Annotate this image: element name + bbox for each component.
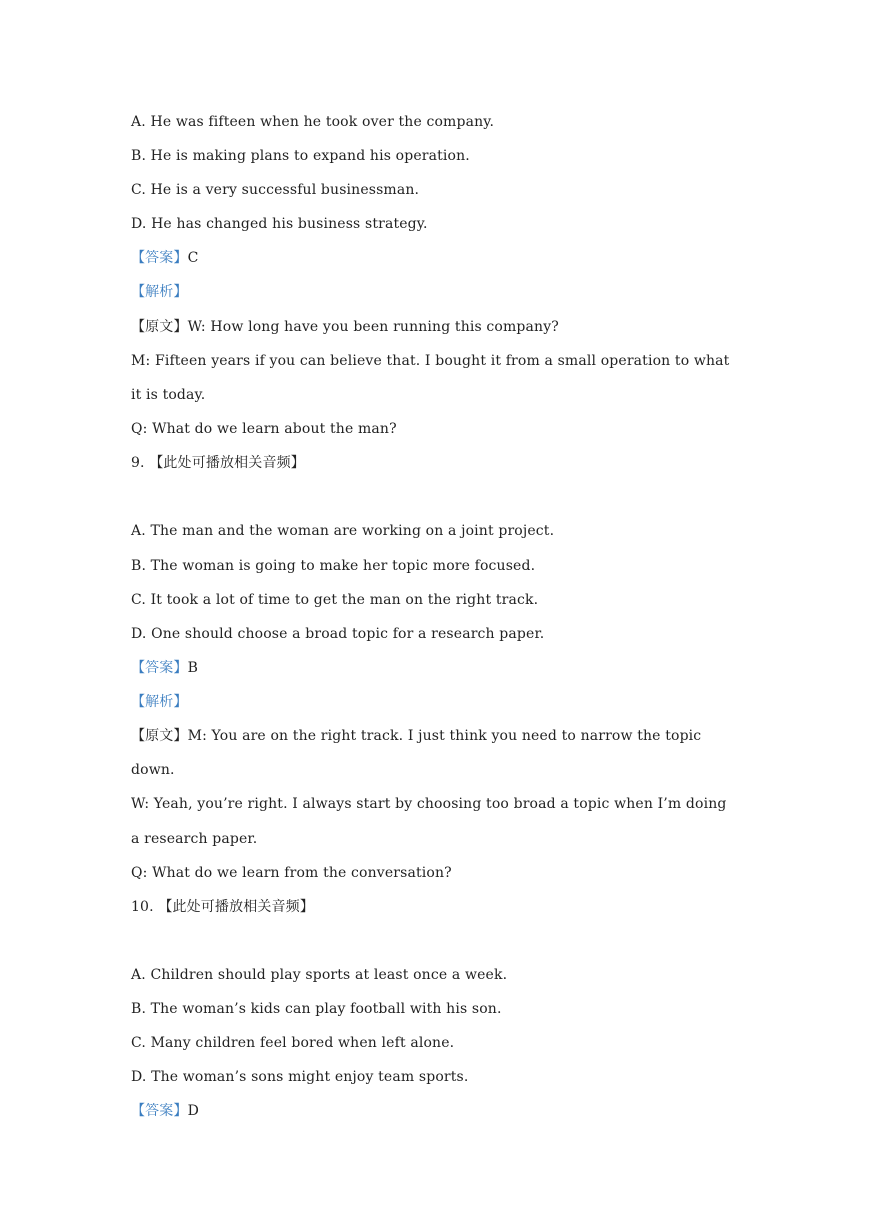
q10-option-d: D. The woman’s sons might enjoy team sports. <box>131 1069 469 1085</box>
q9-option-a: A. The man and the woman are working on a joint project. <box>131 523 555 539</box>
q10-option-a: A. Children should play sports at least once a week. <box>131 967 508 983</box>
q8-transcript-line: M: Fifteen years if you can believe that. I bought it from a small operation to what <box>131 353 730 369</box>
q10-option-c: C. Many children feel bored when left alone. <box>131 1035 455 1051</box>
answer-value: B <box>187 660 199 676</box>
answer-tag: 【答案】 <box>131 660 188 676</box>
q9-transcript-line <box>131 727 701 745</box>
q8-option-c: C. He is a very successful businessman. <box>131 182 420 198</box>
q9-title: 9. 【此处可播放相关音频】 <box>131 455 305 471</box>
q8-answer <box>131 249 198 267</box>
q10-title: 10. 【此处可播放相关音频】 <box>131 899 314 915</box>
q9-option-b: B. The woman is going to make her topic more focused. <box>131 558 536 574</box>
q8-option-d: D. He has changed his business strategy. <box>131 216 428 232</box>
transcript-text: M: You are on the right track. I just think you need to narrow the topic <box>187 728 702 744</box>
transcript-tag: 【原文】 <box>131 319 188 335</box>
answer-value: D <box>187 1103 199 1119</box>
q8-transcript-line <box>131 318 559 336</box>
q8-transcript-line: it is today. <box>131 387 206 403</box>
q10-answer <box>131 1102 199 1120</box>
transcript-tag: 【原文】 <box>131 728 188 744</box>
transcript-text: W: How long have you been running this company? <box>187 319 559 335</box>
q9-transcript-line: Q: What do we learn from the conversation? <box>131 865 452 881</box>
q9-answer <box>131 659 198 677</box>
q8-transcript-line: Q: What do we learn about the man? <box>131 421 397 437</box>
q9-option-c: C. It took a lot of time to get the man on the right track. <box>131 592 539 608</box>
q10-option-b: B. The woman’s kids can play football with his son. <box>131 1001 502 1017</box>
answer-value: C <box>187 250 199 266</box>
q8-option-a: A. He was fifteen when he took over the company. <box>131 114 495 130</box>
answer-tag: 【答案】 <box>131 1103 188 1119</box>
q8-option-b: B. He is making plans to expand his operation. <box>131 148 470 164</box>
answer-tag: 【答案】 <box>131 250 188 266</box>
q9-analysis-tag: 【解析】 <box>131 694 188 710</box>
q9-transcript-line: a research paper. <box>131 831 258 847</box>
q9-transcript-line: W: Yeah, you’re right. I always start by choosing too broad a topic when I’m doing <box>131 796 727 812</box>
q8-analysis-tag: 【解析】 <box>131 284 188 300</box>
q9-option-d: D. One should choose a broad topic for a research paper. <box>131 626 545 642</box>
q9-transcript-line: down. <box>131 762 175 778</box>
